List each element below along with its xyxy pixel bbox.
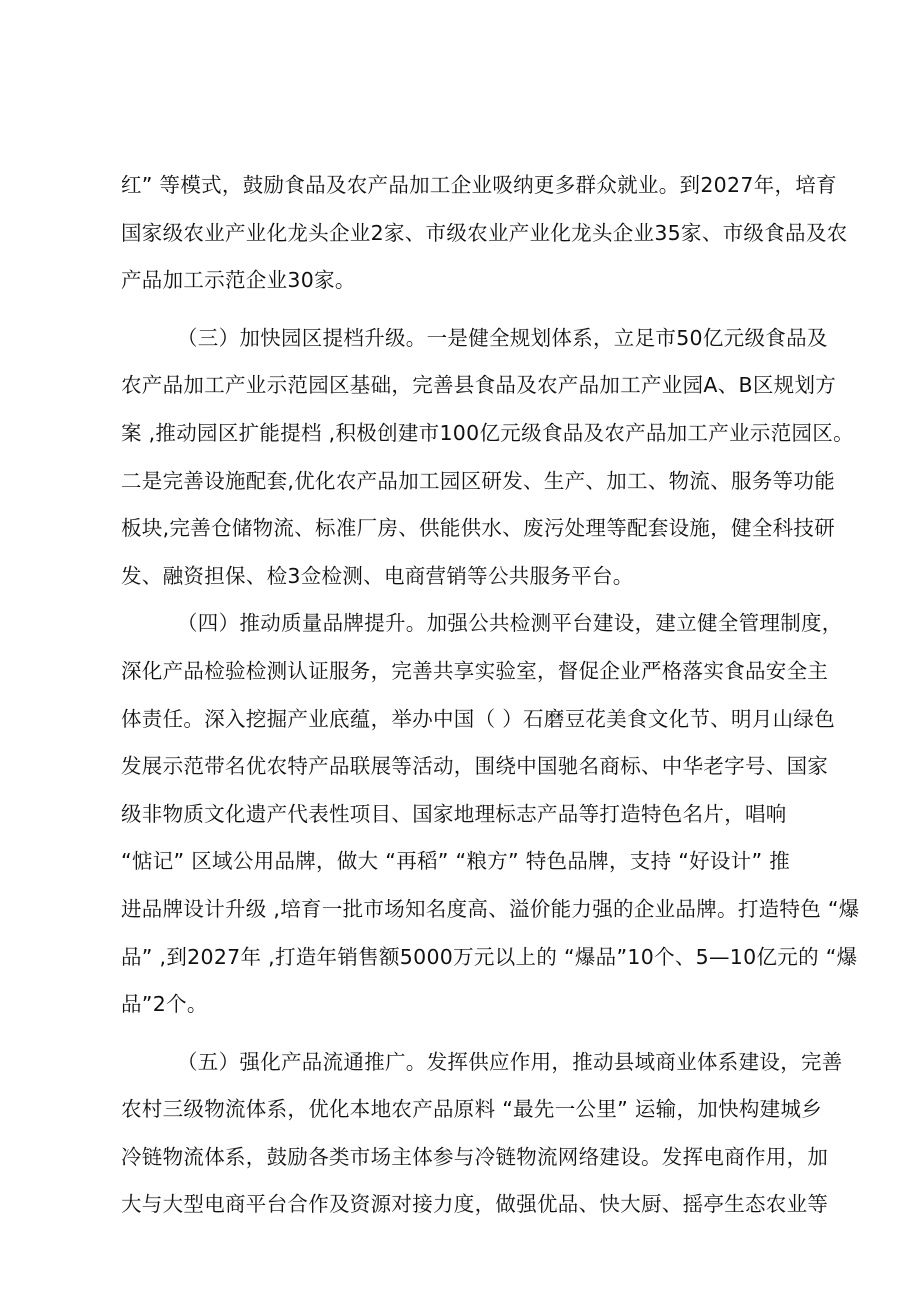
paragraph-2-line-2: 农产品加工产业示范园区基础，完善县食品及农产品加工产业园A、B区规划方 <box>121 373 837 398</box>
body-text <box>121 162 860 1229</box>
paragraph-4-line-2: 农村三级物流体系，优化本地农产品原料 “最先一公里” 运输，加快构建城乡 <box>121 1097 823 1122</box>
paragraph-3-line-2: 深化产品检验检测认证服务，完善共享实验室，督促企业严格落实食品安全主 <box>121 658 829 683</box>
paragraph-2-line-4: 二是完善设施配套,优化农产品加工园区研发、生产、加工、物流、服务等功能 <box>121 468 836 493</box>
paragraph-1-line-1: 红” 等模式，鼓励食品及农产品加工企业吸纳更多群众就业。到2027年，培育 <box>121 173 837 197</box>
paragraph-3-line-4: 发展示范带名优农特产品联展等活动，围绕中国驰名商标、中华老字号、国家 <box>121 754 829 779</box>
paragraph-4-line-3: 冷链物流体系，鼓励各类市场主体参与冷链物流网络建设。发挥电商作用，加 <box>121 1144 829 1169</box>
paragraph-3-line-5: 级非物质文化遗产代表性项目、国家地理标志产品等打造特色名片，唱响 <box>121 801 787 826</box>
paragraph-3-line-1: （四）推动质量品牌提升。加强公共检测平台建设，建立健全管理制度， <box>177 611 843 636</box>
paragraph-4-line-1: （五）强化产品流通推广。发挥供应作用，推动县域商业体系建设，完善 <box>177 1049 843 1074</box>
paragraph-2-line-6: 发、融资担保、检3佥检测、电商营销等公共服务平台。 <box>121 563 634 588</box>
paragraph-3-line-8: 品” ,到2027年 ,打造年销售额5000万元以上的 “爆品”10个、5—10亿元的 “爆 <box>121 944 858 969</box>
paragraph-3-line-7: 进品牌设计升级 ,培育一批市场知名度高、溢价能力强的企业品牌。打造特色 “爆 <box>121 896 860 921</box>
paragraph-3-line-6: “惦记” 区域公用品牌，做大 “再稻” “粮方” 特色品牌，支持 “好设计” 推 <box>121 849 791 874</box>
paragraph-1-line-2: 国家级农业产业化龙头企业2家、市级农业产业化龙头企业35家、市级食品及农 <box>121 220 848 245</box>
paragraph-3-line-3: 体责任。深入挖掘产业底蕴，举办中国（ ）石磨豆花美食文化节、明月山绿色 <box>121 706 836 731</box>
paragraph-1-line-3: 产品加工示范企业30家。 <box>121 268 356 293</box>
paragraph-3-line-9: 品”2个。 <box>121 992 208 1017</box>
paragraph-4-line-4: 大与大型电商平台合作及资源对接力度，做强优品、快大厨、摇亭生态农业等 <box>121 1192 829 1217</box>
paragraph-2-line-3: 案 ,推动园区扩能提档 ,积极创建市100亿元级食品及农产品加工产业示范园区。 <box>121 420 854 445</box>
paragraph-2-line-5: 板块,完善仓储物流、标准厂房、供能供水、废污处理等配套设施，健全科技研 <box>121 516 836 541</box>
paragraph-2-line-1: （三）加快园区提档升级。一是健全规划体系，立足市50亿元级食品及 <box>177 325 828 350</box>
